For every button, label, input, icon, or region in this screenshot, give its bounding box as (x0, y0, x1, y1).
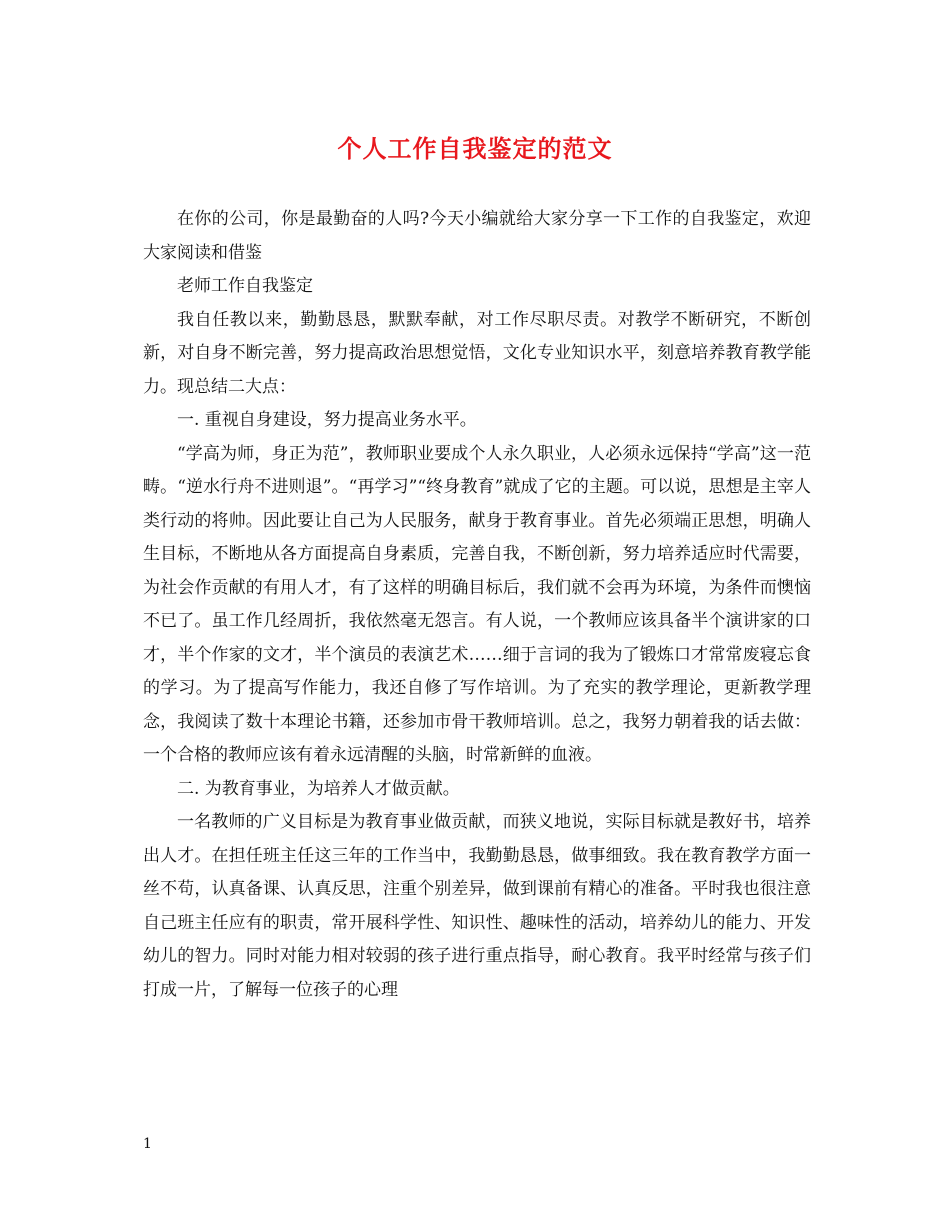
body-paragraph: 一名教师的广义目标是为教育事业做贡献，而狭义地说，实际目标就是教好书，培养出人才。在担任班主任这三年的工作当中，我勤勤恳恳，做事细致。我在教育教学方面一丝不苟，认真备课、认真反思，注重个别差异，做到课前有精心的准备。平时我也很注意自己班主任应有的职责，常开展科学性、知识性、趣味性的活动，培养幼儿的能力、开发幼儿的智力。同时对能力相对较弱的孩子进行重点指导，耐心教育。我平时经常与孩子们打成一片，了解每一位孩子的心理 (143, 812, 811, 1000)
document-body (143, 203, 811, 1007)
page-number: 1 (143, 1136, 152, 1152)
intro-paragraph: 在你的公司，你是最勤奋的人吗?今天小编就给大家分享一下工作的自我鉴定，欢迎大家阅读和借鉴 (143, 209, 811, 263)
subheading-2: 二. 为教育事业，为培养人才做贡献。 (177, 778, 460, 799)
subheading-1: 一. 重视自身建设，努力提高业务水平。 (177, 410, 477, 430)
body-paragraph: 我自任教以来，勤勤恳恳，默默奉献，对工作尽职尽责。对教学不断研究，不断创新，对自身不断完善，努力提高政治思想觉悟，文化专业知识水平，刻意培养教育教学能力。现总结二大点： (143, 309, 811, 397)
section-heading: 老师工作自我鉴定 (177, 276, 313, 296)
document-title: 个人工作自我鉴定的范文 (337, 134, 613, 163)
body-paragraph: “学高为师，身正为范”，教师职业要成个人永久职业，人必须永远保持“学高”这一范畴。“逆水行舟不进则退”。“再学习”“终身教育”就成了它的主题。可以说，思想是主宰人类行动的将帅。因此要让自己为人民服务，献身于教育事业。首先必须端正思想，明确人生目标，不断地从各方面提高自身素质，完善自我，不断创新，努力培养适应时代需要，为社会作贡献的有用人才，有了这样的明确目标后，我们就不会再为环境，为条件而懊恼不已了。虽工作几经周折，我依然毫无怨言。有人说，一个教师应该具备半个演讲家的口才，半个作家的文才，半个演员的表演艺术……细于言词的我为了锻炼口才常常废寝忘食的学习。为了提高写作能力，我还自修了写作培训。为了充实的教学理论，更新教学理念，我阅读了数十本理论书籍，还参加市骨干教师培训。总之，我努力朝着我的话去做：一个合格的教师应该有着永远清醒的头脑，时常新鲜的血液。 (143, 443, 811, 765)
